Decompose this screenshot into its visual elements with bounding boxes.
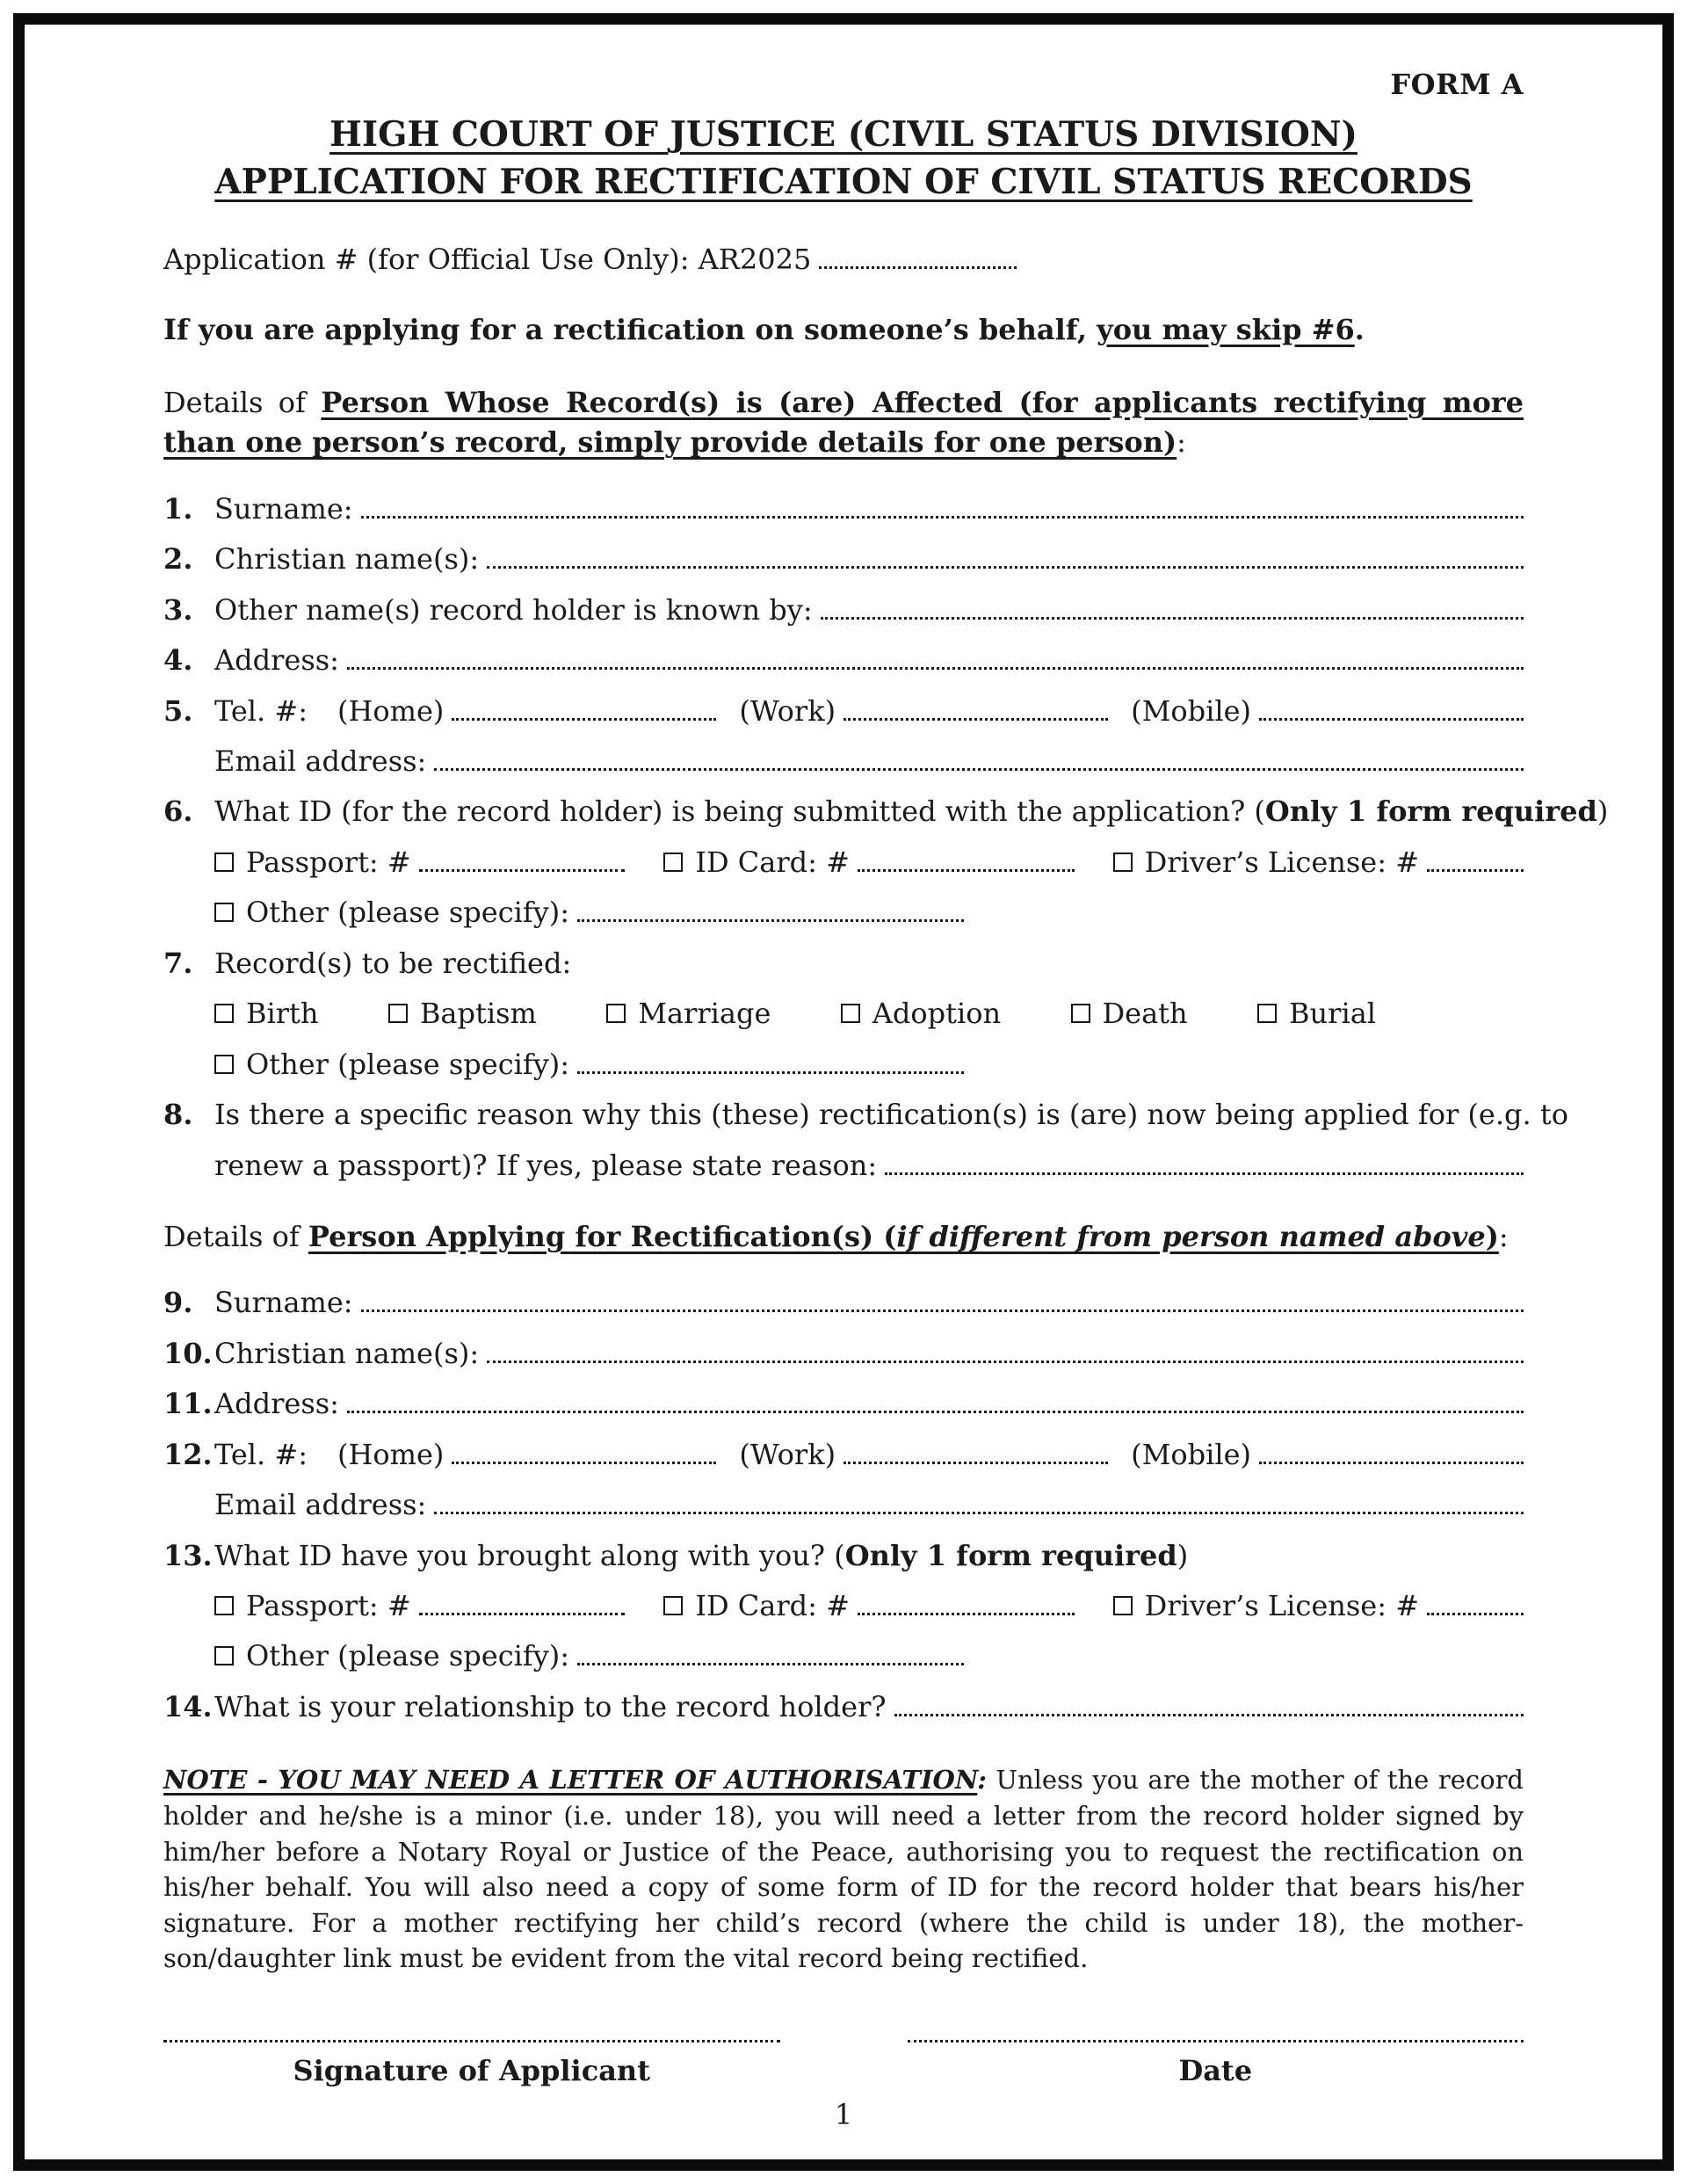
application-number-line bbox=[163, 240, 1524, 279]
item-id-brought bbox=[163, 1536, 1524, 1677]
authorisation-note-colon: : bbox=[977, 1765, 988, 1796]
section-a-heading-suffix: : bbox=[1177, 425, 1186, 460]
dotted-fill-line bbox=[577, 1071, 964, 1074]
item-number: 14. bbox=[163, 1689, 213, 1723]
item-christian-names-applicant bbox=[163, 1334, 1524, 1374]
checkbox-option-passport bbox=[214, 843, 625, 882]
page-number: 1 bbox=[834, 2097, 853, 2131]
item-records-to-rectify bbox=[163, 944, 1524, 1085]
dotted-fill-line bbox=[419, 869, 626, 872]
checkbox-icon[interactable] bbox=[214, 853, 234, 872]
checkbox-icon[interactable] bbox=[214, 903, 234, 922]
email-row bbox=[214, 742, 1524, 781]
signature-line bbox=[163, 2032, 780, 2043]
application-number-label: Application # (for Official Use Only): AR2025 bbox=[163, 243, 812, 277]
checkbox-label-passport: Passport: # bbox=[246, 1589, 411, 1622]
reason-question-line2 bbox=[214, 1146, 1524, 1186]
field-row bbox=[214, 1334, 1524, 1374]
checkbox-option-drivers-license bbox=[1113, 1586, 1524, 1626]
question-suffix: ) bbox=[1177, 1538, 1189, 1572]
dotted-fill-line bbox=[434, 1512, 1524, 1514]
item-body bbox=[214, 692, 1524, 782]
item-telephone-affected bbox=[163, 692, 1524, 782]
item-number: 6. bbox=[163, 795, 193, 829]
telephone-row bbox=[214, 692, 1524, 731]
dotted-fill-line bbox=[577, 1663, 964, 1665]
item-surname-applicant bbox=[163, 1283, 1524, 1323]
dotted-fill-line bbox=[577, 919, 964, 922]
dotted-fill-line bbox=[844, 1462, 1108, 1464]
authorisation-note-title: NOTE - YOU MAY NEED A LETTER OF AUTHORISATION bbox=[163, 1765, 978, 1796]
dotted-fill-line bbox=[452, 1462, 716, 1464]
field-label-email: Email address: bbox=[214, 744, 427, 778]
section-a-heading-prefix: Details of bbox=[163, 385, 322, 419]
item-body bbox=[214, 1435, 1524, 1526]
checkbox-label-birth: Birth bbox=[246, 997, 319, 1031]
section-b-heading-emphasis-italic: if different from person named above bbox=[896, 1219, 1486, 1253]
checkbox-label-adoption: Adoption bbox=[872, 997, 1002, 1031]
checkbox-label-burial: Burial bbox=[1289, 997, 1376, 1031]
section-b-heading-suffix: : bbox=[1498, 1219, 1509, 1253]
form-tag: FORM A bbox=[1390, 68, 1524, 101]
dotted-fill-line bbox=[361, 516, 1524, 519]
dotted-fill-line bbox=[894, 1714, 1524, 1716]
signature-block bbox=[163, 2032, 780, 2091]
section-a-heading bbox=[163, 383, 1524, 463]
authorisation-note bbox=[163, 1762, 1524, 1977]
section-b-heading-emphasis-end: ) bbox=[1485, 1219, 1499, 1253]
item-telephone-applicant bbox=[163, 1435, 1524, 1526]
item-number: 5. bbox=[163, 693, 193, 728]
item-number: 2. bbox=[163, 542, 193, 577]
item-body bbox=[214, 540, 1524, 579]
checkbox-label-marriage: Marriage bbox=[638, 997, 771, 1031]
field-row bbox=[214, 641, 1524, 680]
checkbox-label-id-card: ID Card: # bbox=[695, 1589, 850, 1622]
checkbox-icon[interactable] bbox=[1113, 1596, 1133, 1615]
checkbox-label-drivers-license: Driver’s License: # bbox=[1144, 1589, 1419, 1622]
checkbox-label-baptism: Baptism bbox=[419, 997, 537, 1031]
dotted-fill-line bbox=[885, 1172, 1524, 1175]
item-number: 7. bbox=[163, 946, 193, 980]
form-a-document bbox=[13, 13, 1674, 2171]
checkbox-icon[interactable] bbox=[1257, 1004, 1277, 1023]
field-label-home: (Home) bbox=[337, 693, 445, 728]
field-label-tel: Tel. #: bbox=[214, 1437, 308, 1471]
checkbox-option-id-card bbox=[663, 843, 1074, 882]
field-row bbox=[214, 591, 1524, 630]
dotted-fill-line bbox=[821, 617, 1524, 620]
checkbox-label-id-card: ID Card: # bbox=[695, 845, 850, 879]
checkbox-icon[interactable] bbox=[606, 1004, 626, 1023]
field-label-home: (Home) bbox=[337, 1437, 445, 1471]
field-row bbox=[214, 540, 1524, 579]
behalf-instruction bbox=[163, 310, 1524, 350]
item-relationship-to-record-holder bbox=[163, 1687, 1524, 1727]
field-label-christian-names: Christian name(s): bbox=[214, 1336, 480, 1370]
field-row bbox=[214, 490, 1524, 529]
checkbox-label-other: Other (please specify): bbox=[246, 1639, 570, 1673]
field-label-mobile: (Mobile) bbox=[1131, 693, 1251, 728]
form-title-line1: HIGH COURT OF JUSTICE (CIVIL STATUS DIVISION) bbox=[329, 114, 1358, 156]
question-id-brought bbox=[214, 1536, 1524, 1576]
field-label-address: Address: bbox=[214, 1387, 339, 1421]
dotted-fill-line bbox=[1427, 1613, 1524, 1615]
id-checkbox-row bbox=[214, 1586, 1524, 1626]
checkbox-option-adoption bbox=[841, 994, 1001, 1034]
id-checkbox-row bbox=[214, 843, 1524, 882]
checkbox-option-drivers-license bbox=[1113, 843, 1524, 882]
item-other-names-affected bbox=[163, 591, 1524, 630]
dotted-fill-line bbox=[487, 566, 1524, 569]
record-type-checkbox-row bbox=[214, 994, 1524, 1034]
checkbox-icon[interactable] bbox=[214, 1596, 234, 1615]
reason-question-line1: Is there a specific reason why this (these) rectification(s) is (are) now being applied for (e.g. to bbox=[214, 1098, 1568, 1132]
item-body bbox=[214, 490, 1524, 529]
question-id-submitted bbox=[214, 792, 1609, 831]
checkbox-option-baptism bbox=[388, 994, 537, 1034]
item-body bbox=[214, 1095, 1568, 1186]
dotted-fill-line bbox=[819, 266, 1017, 269]
item-body bbox=[214, 1384, 1524, 1424]
item-body bbox=[214, 944, 1524, 1085]
checkbox-icon[interactable] bbox=[663, 853, 683, 872]
item-christian-names-affected bbox=[163, 540, 1524, 579]
field-label-work: (Work) bbox=[739, 1437, 836, 1471]
checkbox-option-birth bbox=[214, 994, 319, 1034]
item-body bbox=[214, 641, 1524, 680]
dotted-fill-line bbox=[361, 1310, 1524, 1312]
item-reason-for-rectification bbox=[163, 1095, 1568, 1186]
section-b-heading bbox=[163, 1217, 1524, 1257]
field-label-christian-names: Christian name(s): bbox=[214, 542, 480, 577]
field-row bbox=[214, 1687, 1524, 1727]
behalf-instruction-underlined: you may skip #6 bbox=[1097, 312, 1355, 346]
checkbox-icon[interactable] bbox=[214, 1646, 234, 1665]
item-address-applicant bbox=[163, 1384, 1524, 1424]
checkbox-icon[interactable] bbox=[214, 1004, 234, 1023]
field-row bbox=[214, 1283, 1524, 1323]
field-label-surname: Surname: bbox=[214, 491, 353, 526]
dotted-fill-line bbox=[419, 1613, 626, 1615]
item-number: 3. bbox=[163, 592, 193, 627]
dotted-fill-line bbox=[844, 718, 1108, 721]
checkbox-option-death bbox=[1071, 994, 1188, 1034]
date-line bbox=[908, 2032, 1524, 2043]
item-number: 9. bbox=[163, 1286, 193, 1320]
field-label-surname: Surname: bbox=[214, 1286, 353, 1320]
dotted-fill-line bbox=[434, 768, 1524, 771]
dotted-fill-line bbox=[1427, 869, 1524, 872]
dotted-fill-line bbox=[487, 1360, 1524, 1363]
field-label-email: Email address: bbox=[214, 1488, 427, 1522]
question-text: What ID have you brought along with you? ( bbox=[214, 1538, 845, 1572]
item-body bbox=[214, 1334, 1524, 1374]
checkbox-option-passport bbox=[214, 1586, 625, 1626]
dotted-fill-line bbox=[347, 667, 1524, 670]
item-number: 11. bbox=[163, 1387, 213, 1421]
field-row bbox=[214, 944, 1524, 983]
checkbox-label-drivers-license: Driver’s License: # bbox=[1144, 845, 1419, 879]
question-bold: Only 1 form required bbox=[1264, 795, 1597, 829]
checkbox-option-id-card bbox=[663, 1586, 1074, 1626]
checkbox-option-marriage bbox=[606, 994, 771, 1034]
item-body bbox=[214, 591, 1524, 630]
field-label-relationship: What is your relationship to the record holder? bbox=[214, 1689, 887, 1723]
dotted-fill-line bbox=[1259, 1462, 1524, 1464]
section-b-heading-emphasis-start: Person Applying for Rectification(s) ( bbox=[308, 1219, 897, 1253]
checkbox-label-other: Other (please specify): bbox=[246, 896, 570, 930]
checkbox-label-other: Other (please specify): bbox=[246, 1047, 570, 1081]
checkbox-icon[interactable] bbox=[1113, 853, 1133, 872]
checkbox-icon[interactable] bbox=[388, 1004, 408, 1023]
section-b-heading-prefix: Details of bbox=[163, 1219, 308, 1253]
dotted-fill-line bbox=[1259, 718, 1524, 721]
item-body bbox=[214, 1536, 1524, 1677]
item-number: 4. bbox=[163, 643, 193, 678]
reason-question-text: renew a passport)? If yes, please state reason: bbox=[214, 1148, 878, 1182]
field-label-records: Record(s) to be rectified: bbox=[214, 946, 572, 980]
checkbox-icon[interactable] bbox=[1071, 1004, 1090, 1023]
telephone-row bbox=[214, 1435, 1524, 1475]
section-a-heading-emphasis: Person Whose Record(s) is (are) Affected (for applicants rectifying more than one person’s record, simply provide details for one person) bbox=[163, 385, 1524, 460]
dotted-fill-line bbox=[347, 1411, 1524, 1413]
checkbox-label-death: Death bbox=[1102, 997, 1188, 1031]
field-label-work: (Work) bbox=[739, 693, 836, 728]
item-number: 13. bbox=[163, 1538, 213, 1572]
item-address-affected bbox=[163, 641, 1524, 680]
other-record-row bbox=[214, 1045, 1524, 1085]
field-label-mobile: (Mobile) bbox=[1131, 1437, 1251, 1471]
checkbox-label-passport: Passport: # bbox=[246, 845, 411, 879]
item-number: 8. bbox=[163, 1098, 193, 1132]
item-number: 12. bbox=[163, 1437, 213, 1471]
signature-footer bbox=[163, 2011, 1524, 2091]
dotted-fill-line bbox=[452, 718, 716, 721]
other-id-row bbox=[214, 893, 1524, 932]
checkbox-option-burial bbox=[1257, 994, 1376, 1034]
field-label-other-names: Other name(s) record holder is known by: bbox=[214, 592, 813, 627]
checkbox-icon[interactable] bbox=[214, 1055, 234, 1074]
behalf-instruction-suffix: . bbox=[1354, 312, 1365, 346]
item-surname-affected bbox=[163, 490, 1524, 529]
item-number: 10. bbox=[163, 1336, 213, 1370]
question-suffix: ) bbox=[1596, 795, 1609, 829]
question-bold: Only 1 form required bbox=[844, 1538, 1177, 1572]
item-body bbox=[214, 792, 1609, 932]
dotted-fill-line bbox=[858, 869, 1075, 872]
behalf-instruction-prefix: If you are applying for a rectification on someone’s behalf, bbox=[163, 312, 1097, 346]
signature-label: Signature of Applicant bbox=[293, 2054, 650, 2088]
date-block bbox=[908, 2032, 1524, 2091]
form-title-line2: APPLICATION FOR RECTIFICATION OF CIVIL STATUS RECORDS bbox=[214, 162, 1473, 203]
email-row bbox=[214, 1485, 1524, 1525]
field-row bbox=[214, 1384, 1524, 1424]
date-label: Date bbox=[1178, 2054, 1253, 2088]
dotted-fill-line bbox=[858, 1613, 1075, 1615]
item-id-submitted bbox=[163, 792, 1609, 932]
other-id-row bbox=[214, 1636, 1524, 1676]
item-number: 1. bbox=[163, 491, 193, 526]
item-body bbox=[214, 1283, 1524, 1323]
authorisation-note-body: Unless you are the mother of the record holder and he/she is a minor (i.e. under 18), you will need a letter from the record holder signed by him/her before a Notary Royal or Justice of the Peace, authorising you to request the rectification on his/her behalf. You will also need a copy of some form of ID for the record holder that bears his/her signature. For a mother rectifying her child’s record (where the child is under 18), the mother-son/daughter link must be evident from the vital record being rectified. bbox=[163, 1765, 1524, 1974]
checkbox-icon[interactable] bbox=[663, 1596, 683, 1615]
form-title bbox=[163, 112, 1524, 207]
item-body bbox=[214, 1687, 1524, 1727]
checkbox-icon[interactable] bbox=[841, 1004, 860, 1023]
field-label-tel: Tel. #: bbox=[214, 693, 308, 728]
field-label-address: Address: bbox=[214, 643, 339, 678]
question-text: What ID (for the record holder) is being submitted with the application? ( bbox=[214, 795, 1265, 829]
